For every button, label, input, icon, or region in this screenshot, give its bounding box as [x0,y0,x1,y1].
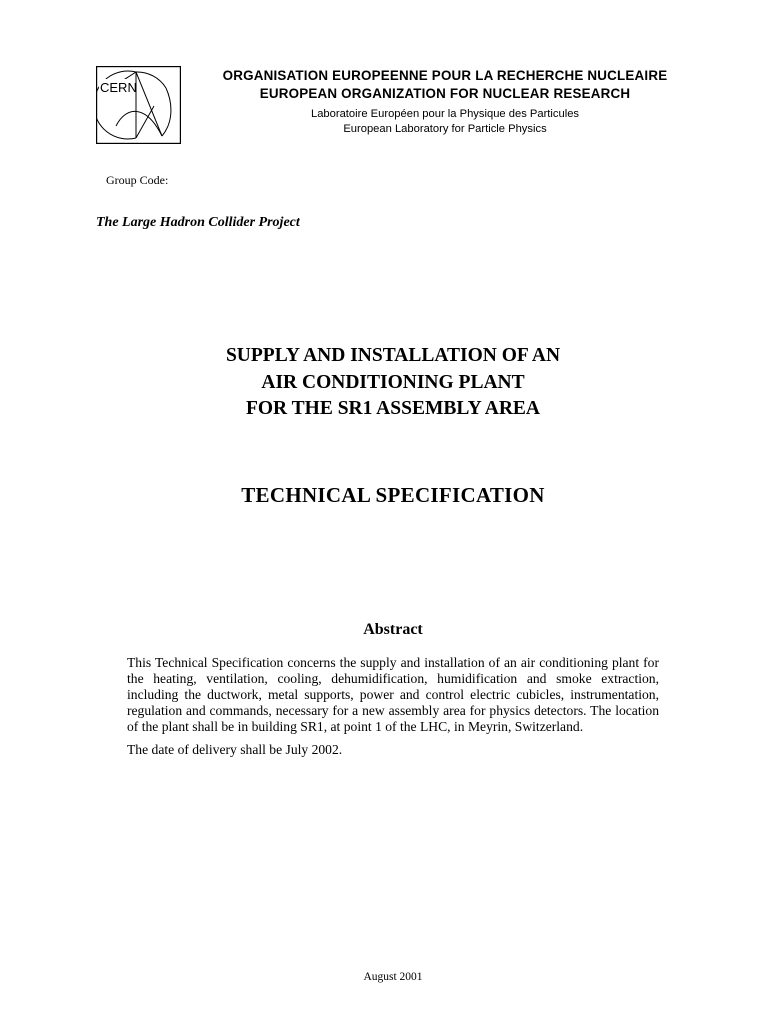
title-line: SUPPLY AND INSTALLATION OF AN [225,345,561,366]
document-title [96,343,690,423]
org-name-fr: ORGANISATION EUROPEENNE POUR LA RECHERCHE NUCLEAIRE [222,68,668,83]
abstract-heading: Abstract [363,621,423,638]
organization-header [190,67,700,137]
group-code-label: Group Code: [106,173,169,187]
org-name-en: EUROPEAN ORGANIZATION FOR NUCLEAR RESEARCH [259,86,631,101]
title-line: FOR THE SR1 ASSEMBLY AREA [245,398,541,419]
project-name: The Large Hadron Collider Project [96,215,300,230]
title-line: AIR CONDITIONING PLANT [261,371,525,393]
abstract-body [127,655,659,757]
lab-name-fr: Laboratoire Européen pour la Physique des Particules [310,108,580,120]
document-type: TECHNICAL SPECIFICATION [241,483,545,507]
cern-logo [96,66,181,144]
lab-name-en: European Laboratory for Particle Physics [343,123,547,135]
footer-date: August 2001 [363,971,423,983]
abstract-paragraph: The date of delivery shall be July 2002. [127,741,343,757]
abstract-paragraph: This Technical Specification concerns the supply and installation of an air conditioning plant for the heating, ventilation, cooling, dehumidification, humidification and smoke extraction, including the ductwork, metal supports, power and control electric cubicles, instrumentation, regulation and commands, necessary for a new assembly area for physics detectors. The location of the plant shall be in building SR1, at point 1 of the LHC, in Meyrin, Switzerland. [127,655,659,734]
cern-logo-text: CERN [100,80,137,95]
